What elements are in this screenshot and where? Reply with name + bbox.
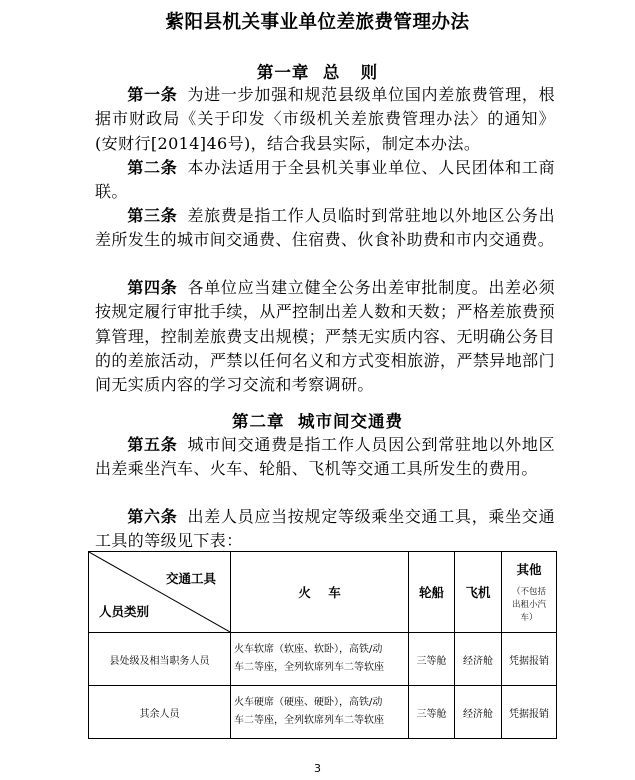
article-1-label: 第一条 [127, 85, 178, 104]
article-3 [95, 204, 555, 253]
header-other [502, 552, 557, 633]
table-header-row [89, 552, 557, 633]
header-other-label: 其他 [516, 561, 542, 577]
article-4 [95, 276, 555, 397]
article-1 [95, 83, 555, 156]
row-ship: 三等舱 [409, 686, 455, 739]
article-4-label: 第四条 [127, 278, 178, 297]
document-title: 紫阳县机关事业单位差旅费管理办法 [165, 12, 470, 33]
header-ship: 轮船 [409, 552, 455, 633]
header-plane: 飞机 [455, 552, 502, 633]
article-2 [95, 156, 555, 205]
article-2-text: 本办法适用于全县机关事业单位、人民团体和工商联。 [95, 158, 555, 202]
row-train-line1: 火车硬席（硬座、硬卧），高铁/动 [234, 697, 383, 708]
row-train-line1: 火车软席（软座、软卧），高铁/动 [234, 644, 383, 655]
row-train-line2: 车二等座，全列软席列车二等软座 [234, 662, 384, 673]
article-6-text: 出差人员应当按规定等级乘坐交通工具，乘坐交通工具的等级见下表： [95, 507, 555, 551]
row-plane: 经济舱 [455, 633, 502, 686]
header-other-note: （不包括出租小汽车） [511, 586, 546, 623]
chapter-2-heading: 第二章 城市间交通费 [232, 412, 403, 431]
article-3-text: 差旅费是指工作人员临时到常驻地以外地区公务出差所发生的城市间交通费、住宿费、伙食补助费和市内交通费。 [95, 206, 555, 250]
article-2-label: 第二条 [127, 158, 178, 177]
row-train-line2: 车二等座，全列软席列车二等软座 [234, 715, 384, 726]
article-3-label: 第三条 [127, 206, 178, 225]
article-6-label: 第六条 [127, 507, 178, 526]
diagonal-divider [89, 552, 230, 632]
table-row [89, 686, 557, 739]
row-other: 凭据报销 [502, 686, 557, 739]
header-train: 火 车 [231, 552, 409, 633]
travel-class-table [88, 551, 557, 739]
table-row [89, 633, 557, 686]
row-category: 其余人员 [89, 686, 231, 739]
corner-transport-label: 交通工具 [165, 571, 216, 586]
page-number: 3 [314, 762, 321, 775]
row-plane: 经济舱 [455, 686, 502, 739]
article-5-text: 城市间交通费是指工作人员因公到常驻地以外地区出差乘坐汽车、火车、轮船、飞机等交通工具所发生的费用。 [95, 435, 555, 479]
article-5 [95, 433, 555, 482]
row-other: 凭据报销 [502, 633, 557, 686]
chapter-1-heading: 第一章 总 则 [256, 63, 379, 82]
row-ship: 三等舱 [409, 633, 455, 686]
article-1-text: 为进一步加强和规范县级单位国内差旅费管理，根据市财政局《关于印发〈市级机关差旅费管理办法〉的通知》(安财行[2014]46号)，结合我县实际，制定本办法。 [95, 85, 555, 153]
row-category: 县处级及相当职务人员 [89, 633, 231, 686]
article-5-label: 第五条 [127, 435, 178, 454]
corner-category-label: 人员类别 [99, 604, 150, 619]
article-6 [95, 505, 555, 554]
row-train [231, 686, 409, 739]
article-4-text: 各单位应当建立健全公务出差审批制度。出差必须按规定履行审批手续，从严控制出差人数和天数；严格差旅费预算管理，控制差旅费支出规模；严禁无实质内容、无明确公务目的的差旅活动，严禁以任何名义和方式变相旅游，严禁异地部门间无实质内容的学习交流和考察调研。 [95, 278, 555, 395]
row-train [231, 633, 409, 686]
table-corner-cell [89, 552, 231, 633]
